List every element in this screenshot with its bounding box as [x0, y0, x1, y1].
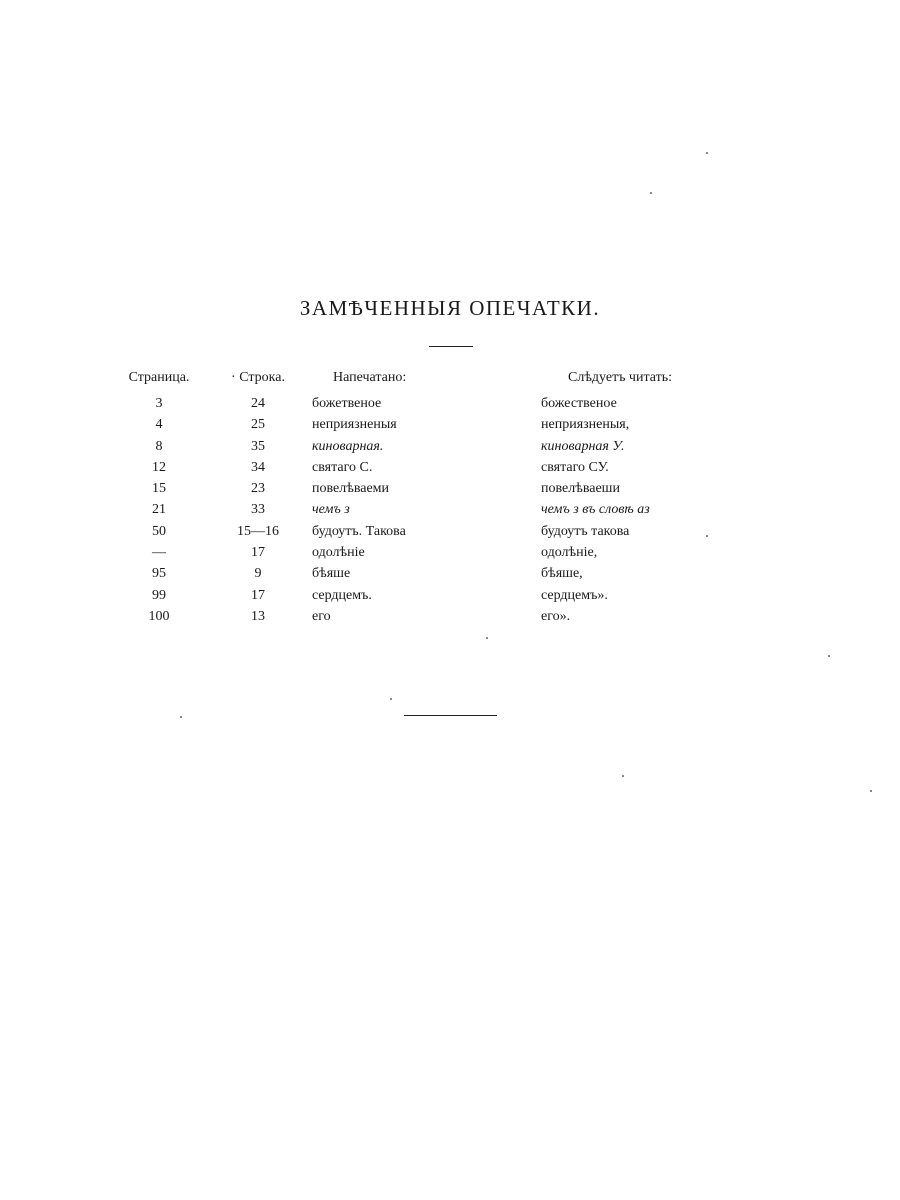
cell-line: 24 — [251, 396, 265, 411]
table-row — [0, 439, 900, 460]
cell-printed: будоутъ. Такова — [312, 523, 406, 539]
cell-page: 50 — [152, 523, 166, 539]
cell-line: 33 — [251, 502, 265, 518]
cell-printed: бѣяше — [312, 566, 351, 582]
cell-printed: сердцемъ. — [312, 587, 372, 603]
cell-printed: повелѣваеми — [312, 481, 390, 497]
cell-page: 21 — [152, 502, 166, 518]
scan-speck — [870, 790, 872, 792]
cell-line: 13 — [251, 608, 265, 624]
table-row — [0, 545, 900, 566]
scan-speck — [622, 775, 624, 777]
end-divider — [404, 715, 497, 716]
scan-speck — [706, 535, 708, 537]
cell-line: 15—16 — [237, 523, 279, 539]
title-divider — [429, 346, 473, 347]
header-line: · Строка. — [231, 370, 285, 385]
scan-speck — [706, 152, 708, 154]
table-row — [0, 417, 900, 438]
cell-read: киноварная У. — [541, 438, 625, 454]
cell-printed: его — [312, 608, 331, 624]
cell-printed: киноварная. — [312, 438, 384, 454]
scan-speck — [390, 698, 392, 700]
cell-read: повелѣваеши — [541, 481, 620, 497]
cell-line: 35 — [251, 438, 265, 454]
cell-read: его». — [541, 608, 571, 624]
cell-printed: одолѣніе — [312, 545, 365, 561]
cell-read: одолѣніе, — [541, 545, 598, 561]
table-row — [0, 524, 900, 545]
cell-page: — — [152, 545, 166, 561]
cell-page: 100 — [148, 608, 170, 624]
cell-page: 15 — [152, 481, 166, 497]
cell-page: 12 — [152, 459, 166, 475]
table-row — [0, 566, 900, 587]
header-printed: Напечатано: — [333, 370, 407, 385]
scan-speck — [828, 655, 830, 657]
cell-printed: святаго С. — [312, 459, 373, 475]
cell-page: 4 — [155, 417, 163, 433]
cell-page: 8 — [155, 438, 163, 454]
cell-line: 9 — [254, 566, 262, 582]
errata-table — [0, 370, 900, 630]
header-page: Страница. — [128, 370, 190, 385]
table-row — [0, 502, 900, 523]
cell-page: 95 — [152, 566, 166, 582]
cell-line: 17 — [251, 545, 265, 561]
cell-read: бѣяше, — [541, 566, 583, 582]
table-header — [0, 370, 900, 394]
cell-page: 3 — [155, 396, 163, 411]
cell-read: сердцемъ». — [541, 587, 608, 603]
table-row — [0, 609, 900, 630]
scan-speck — [180, 716, 182, 718]
table-row — [0, 481, 900, 502]
table-row — [0, 396, 900, 417]
cell-line: 23 — [251, 481, 265, 497]
scan-speck — [486, 637, 488, 639]
table-row — [0, 588, 900, 609]
cell-line: 17 — [251, 587, 265, 603]
table-row — [0, 460, 900, 481]
page-title: ЗАМѢЧЕННЫЯ ОПЕЧАТКИ. — [299, 296, 601, 320]
cell-read: неприязненыя, — [541, 417, 630, 433]
cell-printed: божетвеное — [312, 396, 382, 411]
cell-read: будоутъ такова — [541, 523, 630, 539]
cell-page: 99 — [152, 587, 166, 603]
cell-line: 25 — [251, 417, 265, 433]
cell-read: божественое — [541, 396, 617, 411]
scan-speck — [650, 192, 652, 194]
cell-printed: чемъ з — [312, 502, 350, 518]
cell-read: святаго СУ. — [541, 459, 609, 475]
cell-printed: неприязненыя — [312, 417, 397, 433]
cell-line: 34 — [251, 459, 265, 475]
cell-read: чемъ з въ словѣ аз — [541, 502, 650, 518]
header-read: Слѣдуетъ читать: — [568, 370, 673, 385]
